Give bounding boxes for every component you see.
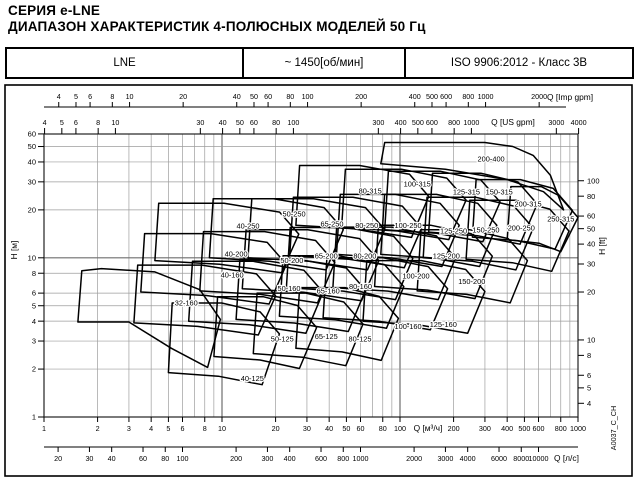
model-label-65-250: 65-250: [320, 219, 344, 229]
ls-tick-label: 300: [261, 454, 274, 463]
imp-gpm-tick-label: 10: [125, 92, 134, 101]
h-ft-tick-label: 80: [587, 191, 596, 201]
ls-tick-label: 200: [230, 454, 243, 463]
model-label-200-400: 200-400: [477, 154, 505, 164]
imp-gpm-tick-label: 40: [232, 92, 241, 101]
model-label-125-200: 125-200: [432, 251, 460, 261]
imp-gpm-tick-label: 80: [286, 92, 295, 101]
us-gpm-tick-label: 4000: [570, 118, 587, 127]
m3h-tick-label: 5: [166, 424, 171, 433]
ls-tick-label: 30: [85, 454, 94, 463]
model-label-65-125: 65-125: [314, 332, 338, 342]
m3h-tick-label: 60: [356, 424, 365, 433]
ls-tick-label: 600: [315, 454, 328, 463]
h-m-tick-label: 40: [27, 157, 36, 167]
ls-tick-label: 400: [283, 454, 296, 463]
model-label-50-125: 50-125: [270, 334, 294, 344]
ls-tick-label: 1000: [352, 454, 369, 463]
imp-gpm-tick-label: 4: [56, 92, 61, 101]
model-label-80-200: 80-200: [353, 251, 377, 261]
ls-tick-label: 10000: [528, 454, 549, 463]
model-label-125-315: 125-315: [452, 187, 480, 197]
ls-tick-label: 4000: [459, 454, 476, 463]
h-m-tick-label: 3: [31, 336, 36, 346]
series-title: СЕРИЯ e-LNE: [8, 3, 101, 18]
doc-code: A0037_C_CH: [609, 405, 618, 451]
m3h-tick-label: 40: [325, 424, 334, 433]
h-ft-tick-label: 8: [587, 350, 592, 360]
model-label-100-160: 100-160: [394, 322, 422, 332]
h-ft-tick-label: 50: [587, 224, 596, 234]
h-ft-tick-label: 60: [587, 211, 596, 221]
ls-tick-label: 20: [54, 454, 63, 463]
us-gpm-tick-label: 500: [411, 118, 424, 127]
imp-gpm-tick-label: 50: [249, 92, 258, 101]
model-label-80-160: 80-160: [349, 282, 373, 292]
h-m-axis-label: H [м]: [9, 240, 19, 260]
m3h-tick-label: 500: [518, 424, 531, 433]
pump-series-cell: LNE: [113, 57, 136, 69]
m3h-tick-label: 800: [554, 424, 567, 433]
imp-gpm-axis-label: Q [Imp gpm]: [547, 92, 594, 102]
h-m-tick-label: 5: [31, 301, 36, 311]
imp-gpm-tick-label: 100: [301, 92, 314, 101]
m3h-tick-label: 600: [532, 424, 545, 433]
model-label-200-315: 200-315: [514, 199, 542, 209]
model-label-32-160: 32-160: [174, 298, 198, 308]
imp-gpm-tick-label: 500: [425, 92, 438, 101]
us-gpm-tick-label: 100: [287, 118, 300, 127]
us-gpm-tick-label: 6: [73, 118, 78, 127]
imp-gpm-tick-label: 60: [264, 92, 273, 101]
imp-gpm-tick-label: 2000: [531, 92, 548, 101]
model-label-65-200: 65-200: [314, 251, 338, 261]
us-gpm-tick-label: 60: [249, 118, 258, 127]
us-gpm-tick-label: 30: [196, 118, 205, 127]
imp-gpm-tick-label: 5: [73, 92, 78, 101]
h-m-tick-label: 20: [27, 205, 36, 215]
h-m-tick-label: 10: [27, 253, 36, 263]
speed-cell: ~ 1450[об/мин]: [242, 49, 406, 77]
us-gpm-tick-label: 50: [235, 118, 244, 127]
ls-tick-label: 3000: [437, 454, 454, 463]
h-m-tick-label: 50: [27, 142, 36, 152]
model-label-200-250: 200-250: [507, 223, 535, 233]
model-label-100-315: 100-315: [403, 179, 431, 189]
m3h-tick-label: 30: [302, 424, 311, 433]
m3h-tick-label: 4: [149, 424, 154, 433]
m3h-tick-label: 50: [342, 424, 351, 433]
ls-tick-label: 40: [107, 454, 116, 463]
m3h-tick-label: 8: [202, 424, 207, 433]
h-ft-tick-label: 20: [587, 287, 596, 297]
h-m-tick-label: 2: [31, 364, 36, 374]
h-m-tick-label: 60: [27, 129, 36, 139]
us-gpm-tick-label: 80: [272, 118, 281, 127]
h-ft-tick-label: 10: [587, 335, 596, 345]
us-gpm-tick-label: 600: [425, 118, 438, 127]
m3h-tick-label: 20: [271, 424, 280, 433]
model-label-125-250: 125-250: [440, 226, 468, 236]
model-label-150-200: 150-200: [458, 276, 486, 286]
us-gpm-tick-label: 40: [218, 118, 227, 127]
ls-axis-label: Q [л/с]: [554, 453, 579, 463]
ls-tick-label: 80: [161, 454, 170, 463]
h-ft-tick-label: 40: [587, 239, 596, 249]
ls-tick-label: 60: [139, 454, 148, 463]
imp-gpm-tick-label: 200: [355, 92, 368, 101]
model-label-100-250: 100-250: [394, 221, 422, 231]
ls-tick-label: 6000: [491, 454, 508, 463]
us-gpm-tick-label: 3000: [548, 118, 565, 127]
h-m-tick-label: 1: [31, 412, 36, 422]
model-label-40-200: 40-200: [224, 249, 248, 259]
m3h-tick-label: 80: [378, 424, 387, 433]
model-label-80-125: 80-125: [348, 334, 372, 344]
model-label-50-250: 50-250: [282, 209, 306, 219]
model-label-40-250: 40-250: [236, 221, 260, 231]
us-gpm-axis-label: Q [US gpm]: [491, 117, 535, 127]
ls-tick-label: 800: [337, 454, 350, 463]
us-gpm-tick-label: 800: [448, 118, 461, 127]
ls-tick-label: 2000: [406, 454, 423, 463]
range-title: ДИАПАЗОН ХАРАКТЕРИСТИК 4-ПОЛЮСНЫХ МОДЕЛЕЙ 50 Гц: [8, 19, 426, 34]
h-ft-tick-label: 100: [587, 176, 600, 186]
ls-tick-label: 8000: [513, 454, 530, 463]
us-gpm-tick-label: 10: [111, 118, 120, 127]
model-label-80-250: 80-250: [355, 221, 379, 231]
us-gpm-tick-label: 400: [394, 118, 407, 127]
model-label-80-315: 80-315: [358, 186, 382, 196]
model-label-40-125: 40-125: [240, 373, 264, 383]
model-label-50-200: 50-200: [280, 256, 304, 266]
imp-gpm-tick-label: 20: [179, 92, 188, 101]
h-m-tick-label: 30: [27, 177, 36, 187]
h-m-tick-label: 6: [31, 288, 36, 298]
us-gpm-tick-label: 8: [96, 118, 101, 127]
imp-gpm-tick-label: 1000: [477, 92, 494, 101]
model-label-250-315: 250-315: [547, 214, 575, 224]
model-label-40-160: 40-160: [220, 270, 244, 280]
m3h-tick-label: 3: [126, 424, 131, 433]
h-m-tick-label: 4: [31, 316, 36, 326]
us-gpm-tick-label: 5: [59, 118, 64, 127]
m3h-tick-label: 10: [218, 424, 226, 433]
h-ft-tick-label: 5: [587, 383, 592, 393]
m3h-tick-label: 1000: [570, 424, 586, 433]
m3h-tick-label: 2: [95, 424, 100, 433]
model-label-125-160: 125-160: [429, 320, 457, 330]
m3h-tick-label: 100: [394, 424, 406, 433]
h-m-tick-label: 8: [31, 268, 36, 278]
h-ft-tick-label: 4: [587, 398, 592, 408]
m3h-tick-label: 1: [42, 424, 46, 433]
standard-cell: ISO 9906:2012 - Класс 3B: [450, 57, 588, 69]
imp-gpm-tick-label: 8: [110, 92, 115, 101]
model-label-150-250: 150-250: [472, 225, 500, 235]
model-label-50-160: 50-160: [277, 284, 301, 294]
imp-gpm-tick-label: 600: [440, 92, 453, 101]
ls-tick-label: 100: [176, 454, 189, 463]
model-label-100-200: 100-200: [402, 271, 430, 281]
m3h-tick-label: 6: [180, 424, 185, 433]
m3h-axis-label: Q [м³/ч]: [413, 423, 443, 433]
h-ft-axis-label: H [ft]: [597, 237, 607, 255]
m3h-tick-label: 200: [447, 424, 460, 433]
imp-gpm-tick-label: 800: [462, 92, 475, 101]
m3h-tick-label: 300: [478, 424, 491, 433]
imp-gpm-tick-label: 400: [408, 92, 421, 101]
h-ft-tick-label: 6: [587, 370, 592, 380]
h-ft-tick-label: 30: [587, 259, 596, 269]
us-gpm-tick-label: 300: [372, 118, 385, 127]
us-gpm-tick-label: 1000: [463, 118, 480, 127]
us-gpm-tick-label: 4: [42, 118, 47, 127]
model-label-65-160: 65-160: [316, 286, 340, 296]
imp-gpm-tick-label: 6: [88, 92, 93, 101]
model-label-150-315: 150-315: [485, 187, 513, 197]
m3h-tick-label: 400: [501, 424, 514, 433]
